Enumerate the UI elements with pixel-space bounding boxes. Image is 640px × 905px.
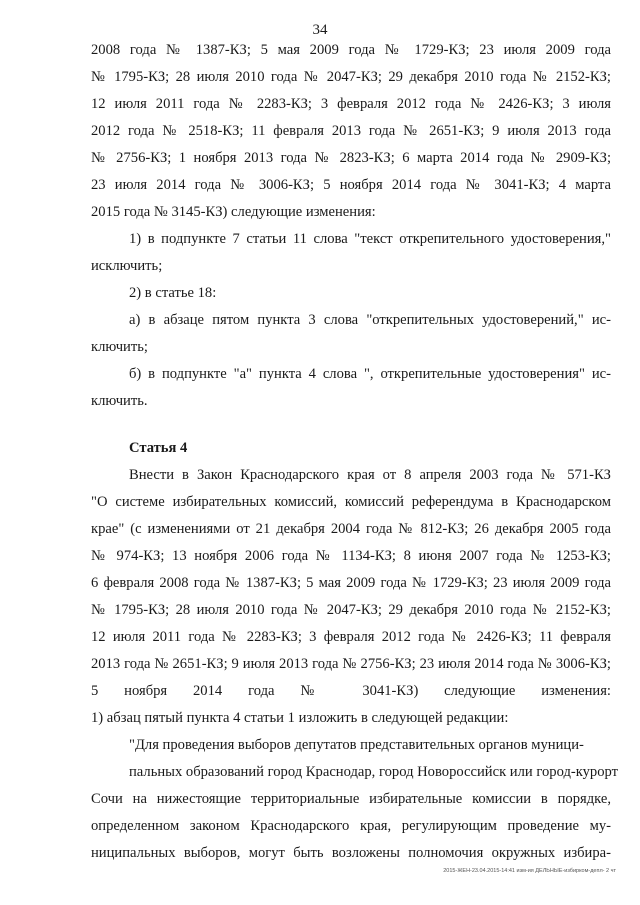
- page-number: 34: [312, 22, 328, 38]
- text-line: Внести в Закон Краснодарского края от 8 апреля 2003 года № 571-КЗ: [129, 467, 611, 483]
- text-line: № 2756-КЗ; 1 ноября 2013 года № 2823-КЗ; 6 марта 2014 года № 2909-КЗ;: [91, 150, 611, 166]
- text-line: 1) абзац пятый пункта 4 статьи 1 изложить в следующей редакции:: [91, 710, 509, 726]
- quoted-text-line: ниципальных выборов, могут быть возложены полномочия окружных избира-: [91, 845, 611, 861]
- text-line: 23 июля 2014 года № 3006-КЗ; 5 ноября 2014 года № 3041-КЗ; 4 марта: [91, 177, 611, 193]
- text-line: 12 июля 2011 года № 2283-КЗ; 3 февраля 2012 года № 2426-КЗ; 11 февраля: [91, 629, 611, 645]
- text-line: № 974-КЗ; 13 ноября 2006 года № 1134-КЗ; 8 июня 2007 года № 1253-КЗ;: [91, 548, 611, 564]
- section-gap: [91, 415, 611, 435]
- text-line: № 1795-КЗ; 28 июля 2010 года № 2047-КЗ; 29 декабря 2010 года № 2152-КЗ;: [91, 69, 611, 85]
- list-item-line: исключить;: [91, 258, 163, 274]
- quoted-text-line: Сочи на нижестоящие территориальные избирательные комиссии в порядке,: [91, 791, 611, 807]
- text-line: 12 июля 2011 года № 2283-КЗ; 3 февраля 2012 года № 2426-КЗ; 3 июля: [91, 96, 611, 112]
- text-line: "О системе избирательных комиссий, комиссий референдума в Краснодарском: [91, 494, 611, 510]
- list-item-line: ключить;: [91, 339, 148, 355]
- article-heading: Статья 4: [129, 440, 188, 456]
- text-line: 2015 года № 3145-КЗ) следующие изменения:: [91, 204, 376, 220]
- list-item-line: 1) в подпункте 7 статьи 11 слова "текст открепительного удостоверения,": [129, 231, 611, 247]
- quoted-text-line: пальных образований город Краснодар, город Новороссийск или город-курорт: [129, 764, 618, 780]
- document-footer-stamp: 2015-ЖЕН-23.04.2015-14:41 изм-ия ДЕЛЬНЫЕ-избирком-депл- 2 чт: [443, 868, 616, 874]
- list-item-line: б) в подпункте "а" пункта 4 слова ", открепительные удостоверения" ис-: [129, 366, 611, 382]
- list-item-line: ключить.: [91, 393, 148, 409]
- text-line: № 1795-КЗ; 28 июля 2010 года № 2047-КЗ; 29 декабря 2010 года № 2152-КЗ;: [91, 602, 611, 618]
- text-line: 2013 года № 2651-КЗ; 9 июля 2013 года № 2756-КЗ; 23 июля 2014 года № 3006-КЗ;: [91, 656, 611, 672]
- list-item-line: 2) в статье 18:: [129, 285, 217, 301]
- text-line: 6 февраля 2008 года № 1387-КЗ; 5 мая 2009 года № 1729-КЗ; 23 июля 2009 года: [91, 575, 611, 591]
- text-line: 2012 года № 2518-КЗ; 11 февраля 2013 года № 2651-КЗ; 9 июля 2013 года: [91, 123, 611, 139]
- list-item-line: "Для проведения выборов депутатов представительных органов муници-: [129, 737, 584, 753]
- text-line: 5 ноября 2014 года № 3041-КЗ) следующие изменения:: [91, 683, 611, 699]
- text-line: крае" (с изменениями от 21 декабря 2004 года № 812-КЗ; 26 декабря 2005 года: [91, 521, 611, 537]
- document-body: [91, 37, 618, 894]
- text-line: 2008 года № 1387-КЗ; 5 мая 2009 года № 1729-КЗ; 23 июля 2009 года: [91, 42, 611, 58]
- list-item-line: а) в абзаце пятом пункта 3 слова "открепительных удостоверений," ис-: [129, 312, 611, 328]
- quoted-text-line: определенном законом Краснодарского края, регулирующим проведение му-: [91, 818, 611, 834]
